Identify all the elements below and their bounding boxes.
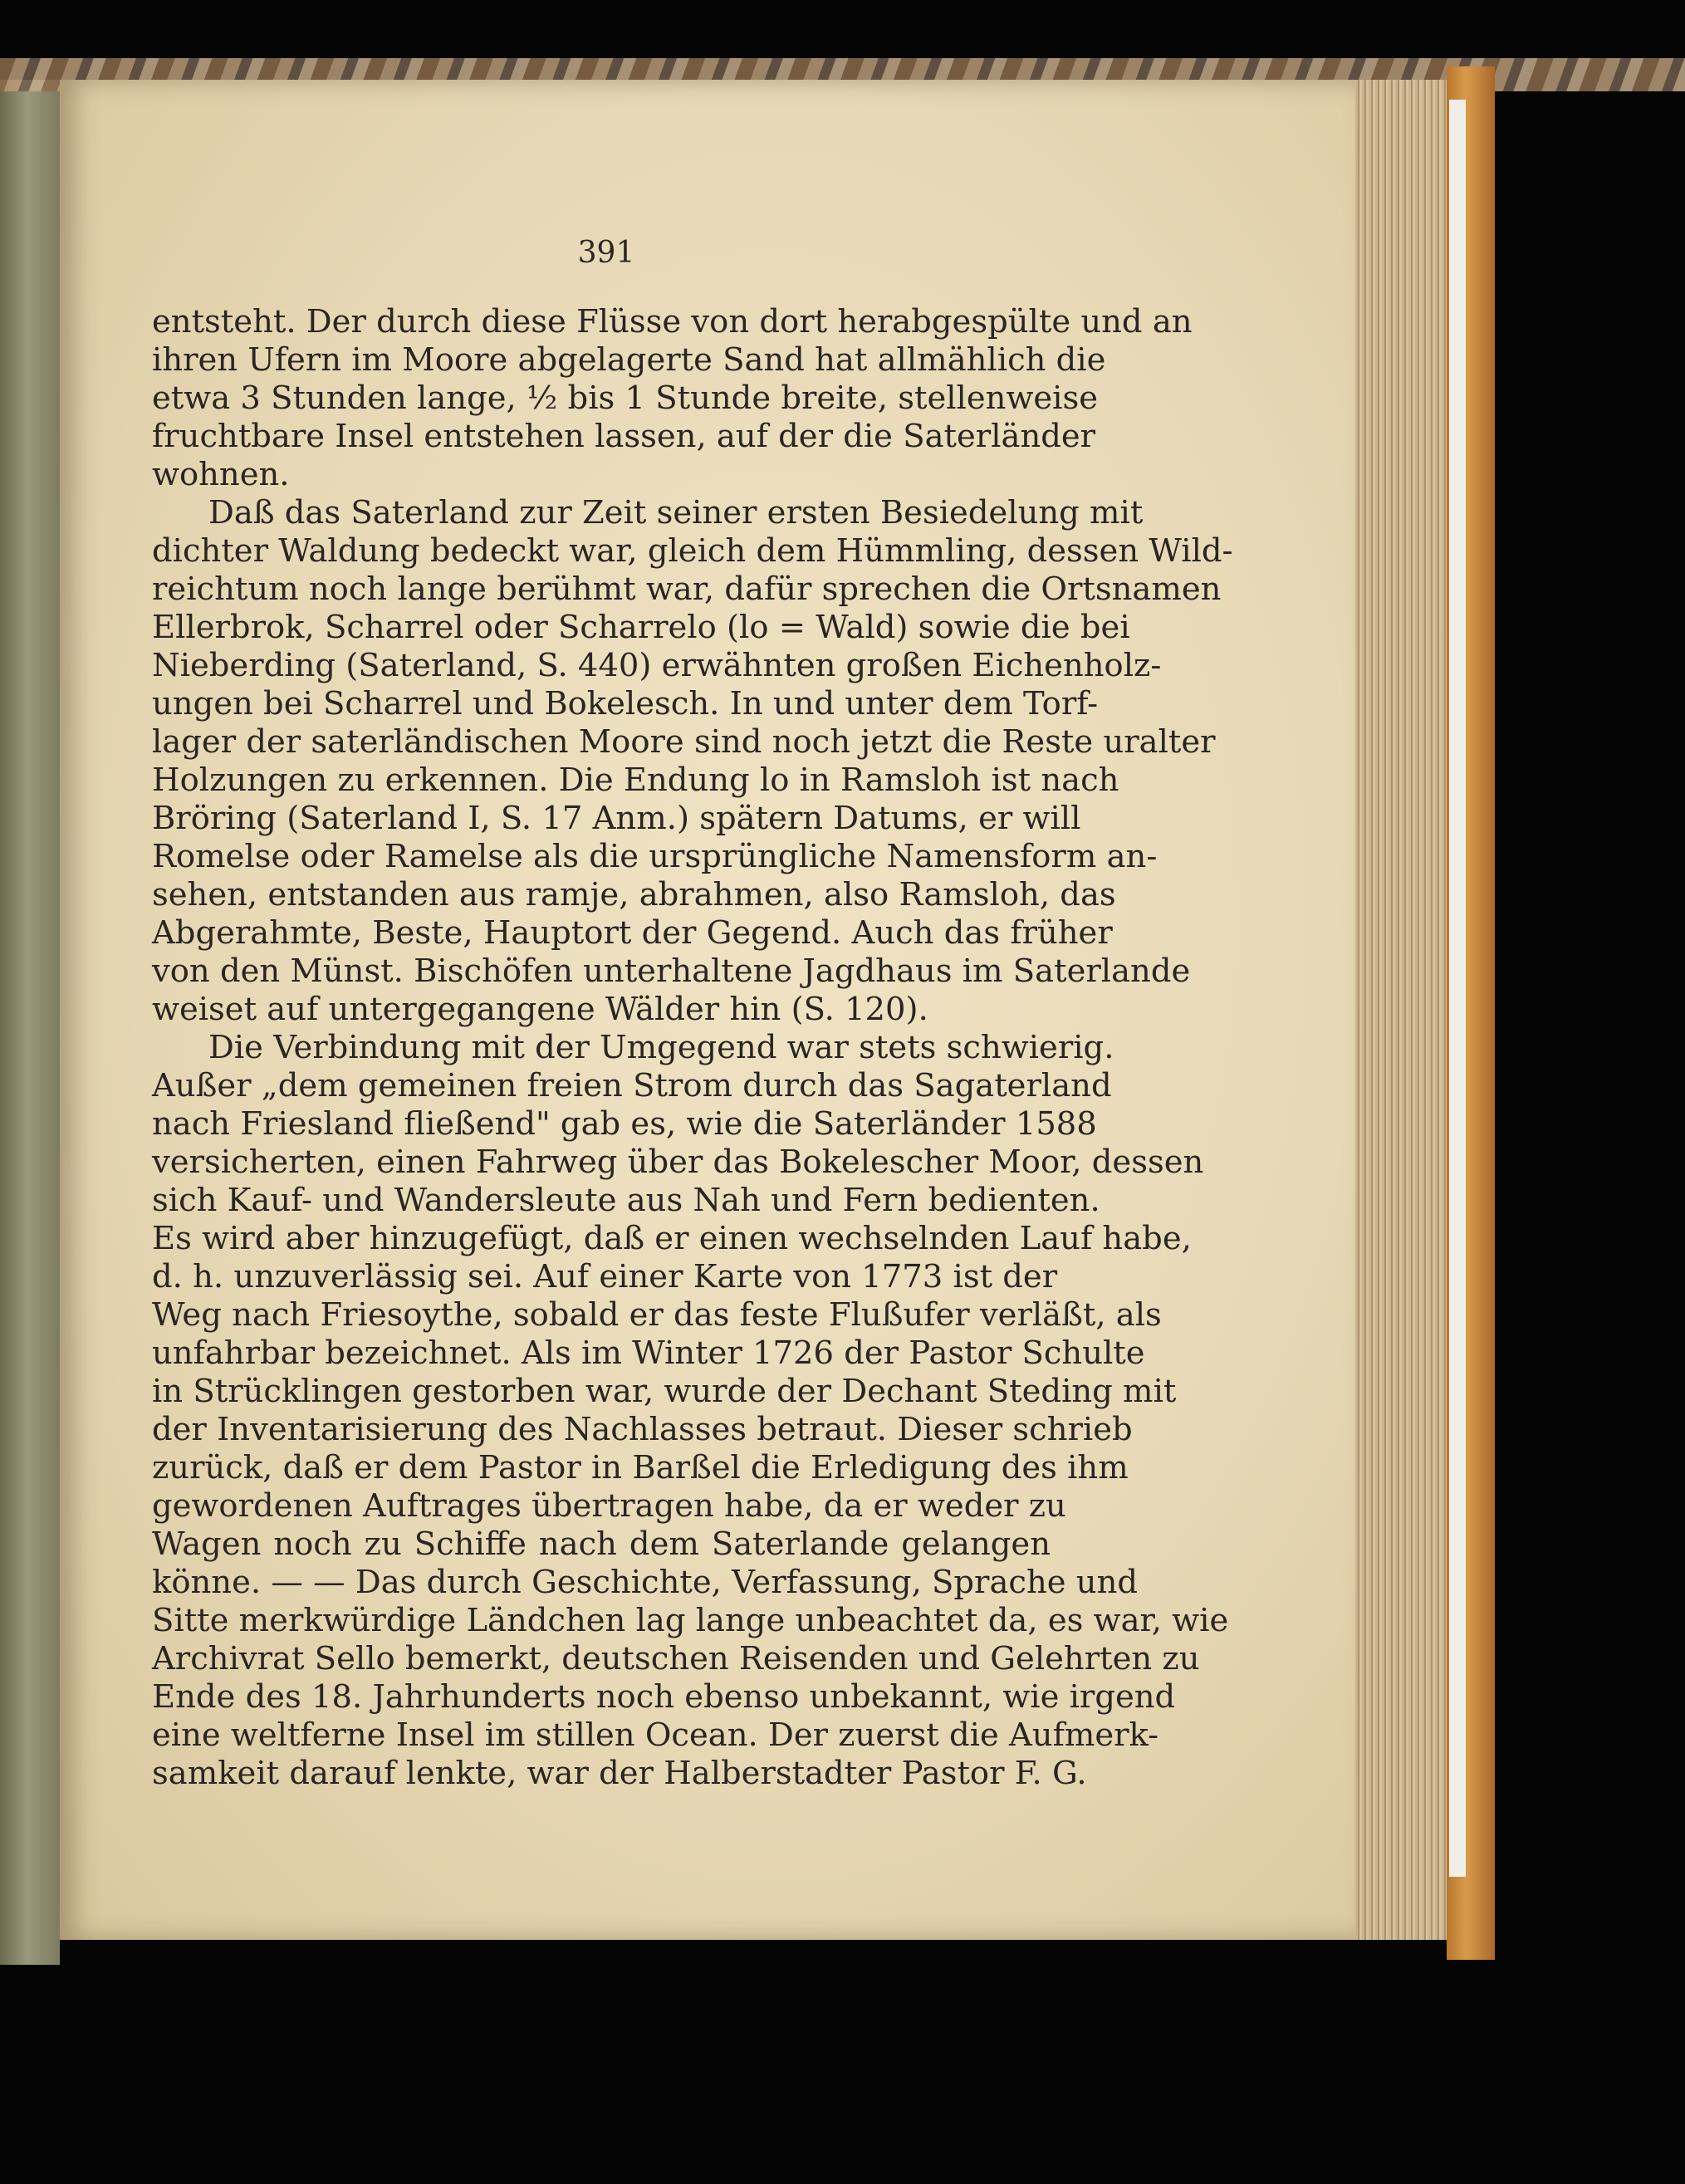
text-line: sich Kauf- und Wandersleute aus Nah und Fern bedienten.	[152, 1182, 1100, 1219]
text-line: der Inventarisierung des Nachlasses betraut. Dieser schrieb	[152, 1411, 1133, 1448]
text-line: unfahrbar bezeichnet. Als im Winter 1726 der Pastor Schulte	[152, 1334, 1145, 1372]
text-line: Archivrat Sello bemerkt, deutschen Reisenden und Gelehrten zu	[152, 1640, 1200, 1677]
text-line: d. h. unzuverlässig sei. Auf einer Karte von 1773 ist der	[152, 1258, 1058, 1295]
text-line: Ellerbrok, Scharrel oder Scharrelo (lo = Wald) sowie die bei	[152, 609, 1130, 646]
text-line: eine weltferne Insel im stillen Ocean. Der zuerst die Aufmerk-	[152, 1716, 1159, 1754]
text-line: weiset auf untergegangene Wälder hin (S. 120).	[152, 991, 928, 1028]
text-line: Sitte merkwürdige Ländchen lag lange unbeachtet da, es war, wie	[152, 1602, 1229, 1639]
text-line: sehen, entstanden aus ramje, abrahmen, also Ramsloh, das	[152, 876, 1116, 913]
text-line: etwa 3 Stunden lange, ½ bis 1 Stunde breite, stellenweise	[152, 380, 1099, 417]
page-number: 391	[577, 236, 635, 270]
text-line: gewordenen Auftrages übertragen habe, da er weder zu	[152, 1487, 1066, 1525]
body-text	[152, 303, 1233, 1793]
text-line: Wagen noch zu Schiffe nach dem Saterlande gelangen	[152, 1525, 1051, 1563]
left-page-edge	[0, 80, 60, 1965]
text-line: reichtum noch lange berühmt war, dafür sprechen die Ortsnamen	[152, 570, 1222, 608]
page-stack-edge	[1355, 80, 1447, 1940]
text-line: nach Friesland fließend" gab es, wie die Saterländer 1588	[152, 1105, 1097, 1143]
text-line: könne. — — Das durch Geschichte, Verfassung, Sprache und	[152, 1564, 1139, 1601]
text-line: zurück, daß er dem Pastor in Barßel die Erledigung des ihm	[152, 1449, 1129, 1486]
text-line: lager der saterländischen Moore sind noch jetzt die Reste uralter	[152, 723, 1216, 761]
text-line: samkeit darauf lenkte, war der Halberstadter Pastor F. G.	[152, 1755, 1087, 1792]
text-line: Bröring (Saterland I, S. 17 Anm.) spätern Datums, er will	[152, 800, 1081, 837]
text-line: Abgerahmte, Beste, Hauptort der Gegend. Auch das früher	[152, 914, 1113, 952]
text-line: entsteht. Der durch diese Flüsse von dort herabgespülte und an	[152, 303, 1193, 340]
text-line: ungen bei Scharrel und Bokelesch. In und unter dem Torf-	[152, 685, 1099, 722]
text-line: Holzungen zu erkennen. Die Endung lo in Ramsloh ist nach	[152, 761, 1119, 799]
text-line: wohnen.	[152, 456, 290, 493]
text-line: Es wird aber hinzugefügt, daß er einen wechselnden Lauf habe,	[152, 1220, 1192, 1257]
text-line: ihren Ufern im Moore abgelagerte Sand hat allmählich die	[152, 341, 1106, 379]
text-line: Romelse oder Ramelse als die ursprüngliche Namensform an-	[152, 838, 1158, 875]
cover-lining	[1449, 100, 1466, 1877]
text-line: dichter Waldung bedeckt war, gleich dem Hümmling, dessen Wild-	[152, 532, 1233, 570]
text-line: Weg nach Friesoythe, sobald er das feste Flußufer verläßt, als	[152, 1296, 1162, 1334]
text-line: Daß das Saterland zur Zeit seiner ersten Besiedelung mit	[208, 494, 1144, 531]
text-line: von den Münst. Bischöfen unterhaltene Jagdhaus im Saterlande	[152, 952, 1191, 990]
text-line: in Strücklingen gestorben war, wurde der Dechant Steding mit	[152, 1373, 1177, 1410]
text-line: Nieberding (Saterland, S. 440) erwähnten großen Eichenholz-	[152, 647, 1162, 684]
text-line: fruchtbare Insel entstehen lassen, auf der die Saterländer	[152, 418, 1096, 455]
text-line: Außer „dem gemeinen freien Strom durch das Sagaterland	[152, 1067, 1112, 1104]
text-line: Die Verbindung mit der Umgegend war stets schwierig.	[208, 1029, 1114, 1066]
text-line: Ende des 18. Jahrhunderts noch ebenso unbekannt, wie irgend	[152, 1678, 1176, 1716]
text-line: versicherten, einen Fahrweg über das Bokelescher Moor, dessen	[152, 1143, 1204, 1181]
